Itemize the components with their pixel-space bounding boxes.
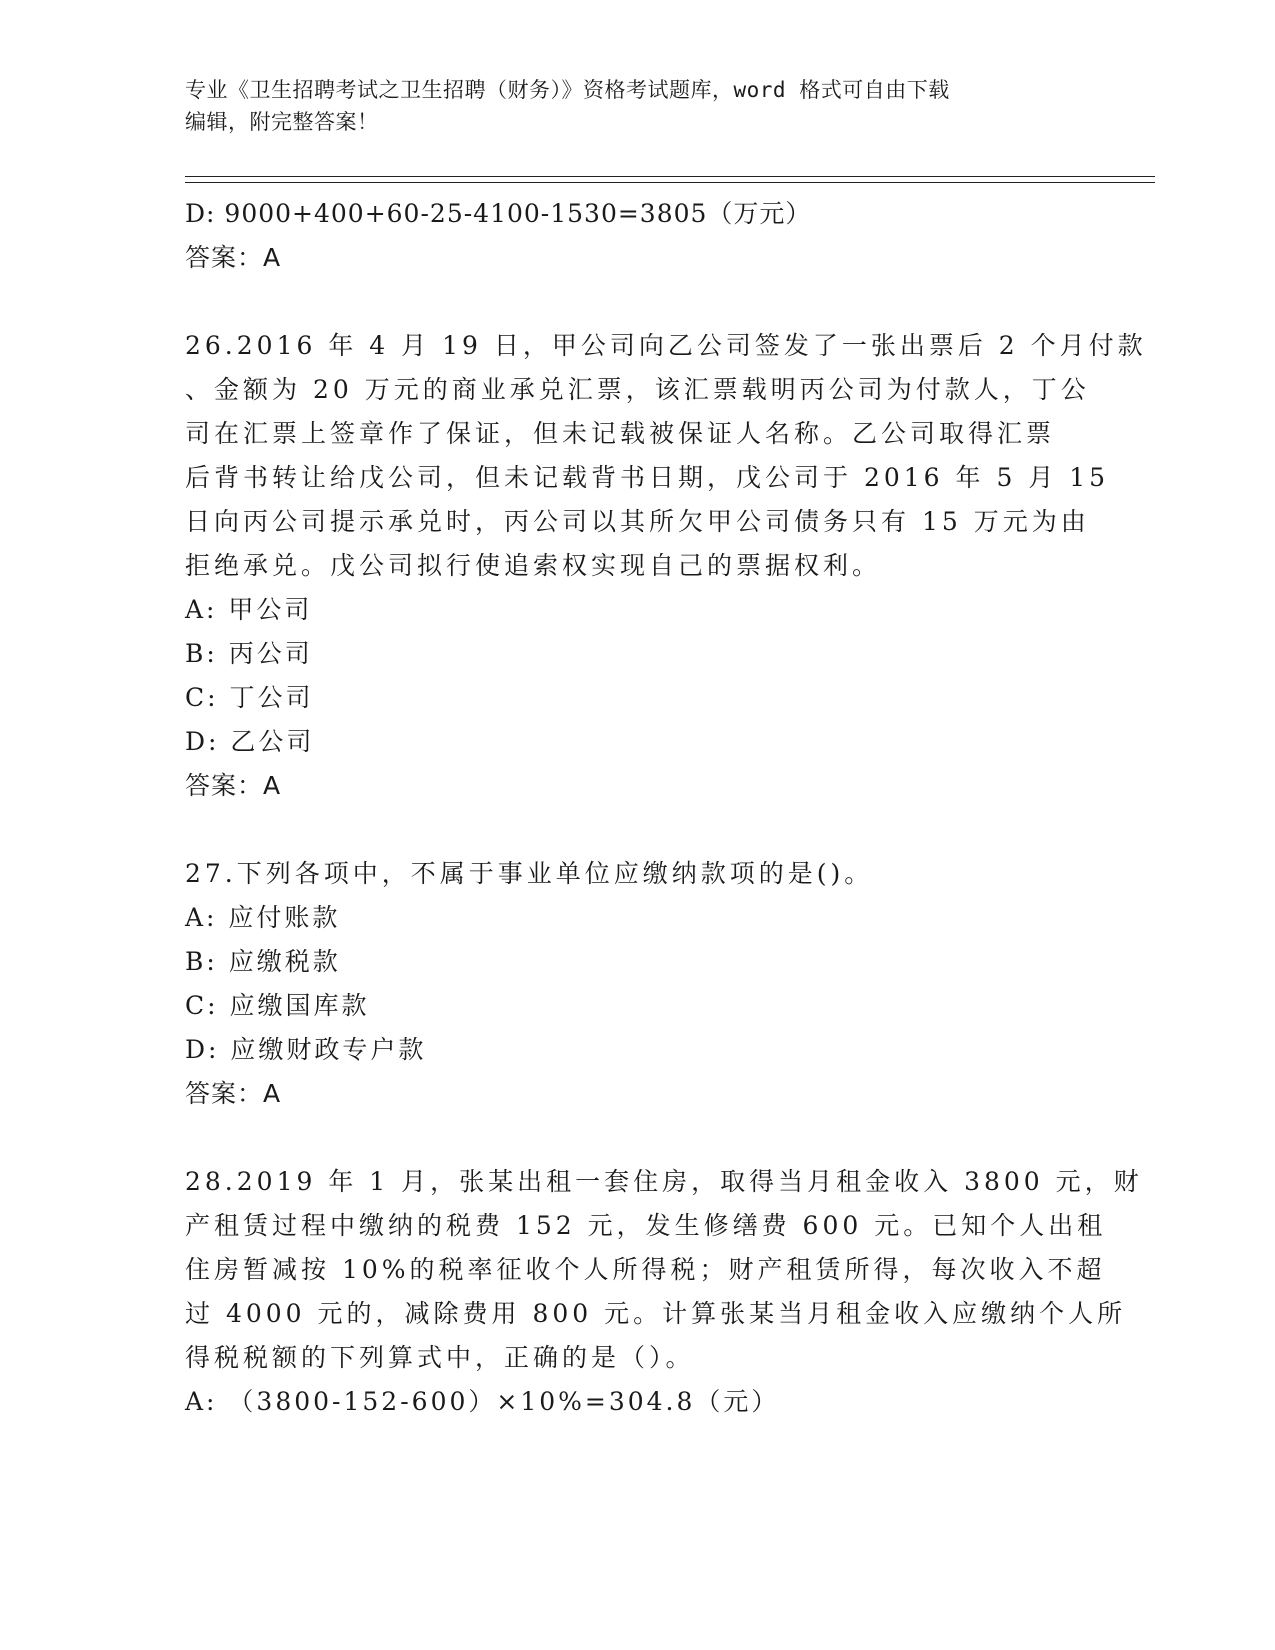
- question-27-answer: 答案：A: [185, 1079, 282, 1108]
- answer-prev: 答案：A: [185, 243, 282, 272]
- spacer: [185, 1116, 1080, 1160]
- question-27: [185, 852, 1080, 896]
- question-26-option-c: C: 丁公司: [185, 683, 314, 712]
- header-rule-bottom: [185, 182, 1155, 183]
- question-28-line: 得税税额的下列算式中，正确的是（）。: [185, 1343, 695, 1372]
- question-27-line: 27.下列各项中，不属于事业单位应缴纳款项的是()。: [185, 859, 874, 888]
- question-26: [185, 324, 1147, 588]
- question-26-line: 26.2016 年 4 月 19 日，甲公司向乙公司签发了一张出票后 2 个月付款: [185, 331, 1147, 360]
- question-28-line: 住房暂减按 10%的税率征收个人所得税；财产租赁所得，每次收入不超: [185, 1255, 1106, 1284]
- header-line-2: 编辑，附完整答案！: [185, 110, 379, 134]
- header-rule-top: [185, 176, 1155, 177]
- header-line-1: 专业《卫生招聘考试之卫生招聘（财务）》资格考试题库，word 格式可自由下载: [185, 78, 950, 102]
- question-28-line: 产租赁过程中缴纳的税费 152 元，发生修缮费 600 元。已知个人出租: [185, 1211, 1107, 1240]
- question-27-option-b: B: 应缴税款: [185, 947, 341, 976]
- question-26-answer: 答案：A: [185, 771, 282, 800]
- question-28-line: 28.2019 年 1 月，张某出租一套住房，取得当月租金收入 3800 元，财: [185, 1167, 1143, 1196]
- question-28: [185, 1160, 1143, 1380]
- spacer: [185, 280, 1080, 324]
- spacer: [185, 808, 1080, 852]
- question-26-line: 日向丙公司提示承兑时，丙公司以其所欠甲公司债务只有 15 万元为由: [185, 507, 1090, 536]
- question-26-line: 后背书转让给戊公司，但未记载背书日期，戊公司于 2016 年 5 月 15: [185, 463, 1110, 492]
- question-26-option-b: B: 丙公司: [185, 639, 313, 668]
- question-27-option-a: A: 应付账款: [185, 903, 341, 932]
- question-27-option-c: C: 应缴国库款: [185, 991, 370, 1020]
- question-26-line: 拒绝承兑。戊公司拟行使追索权实现自己的票据权利。: [185, 551, 882, 580]
- question-26-option-d: D: 乙公司: [185, 727, 315, 756]
- question-28-line: 过 4000 元的，减除费用 800 元。计算张某当月租金收入应缴纳个人所: [185, 1299, 1127, 1328]
- question-content: [185, 192, 1147, 1424]
- question-26-line: 、金额为 20 万元的商业承兑汇票，该汇票载明丙公司为付款人，丁公: [185, 375, 1090, 404]
- page-header: [185, 74, 1065, 138]
- question-26-option-a: A: 甲公司: [185, 595, 313, 624]
- question-26-line: 司在汇票上签章作了保证，但未记载被保证人名称。乙公司取得汇票: [185, 419, 1056, 448]
- question-27-option-d: D: 应缴财政专户款: [185, 1035, 427, 1064]
- option-d-prev: D: 9000+400+60-25-4100-1530=3805（万元）: [185, 199, 812, 228]
- question-28-option-a: A: （3800-152-600）×10%=304.8（元）: [185, 1387, 780, 1416]
